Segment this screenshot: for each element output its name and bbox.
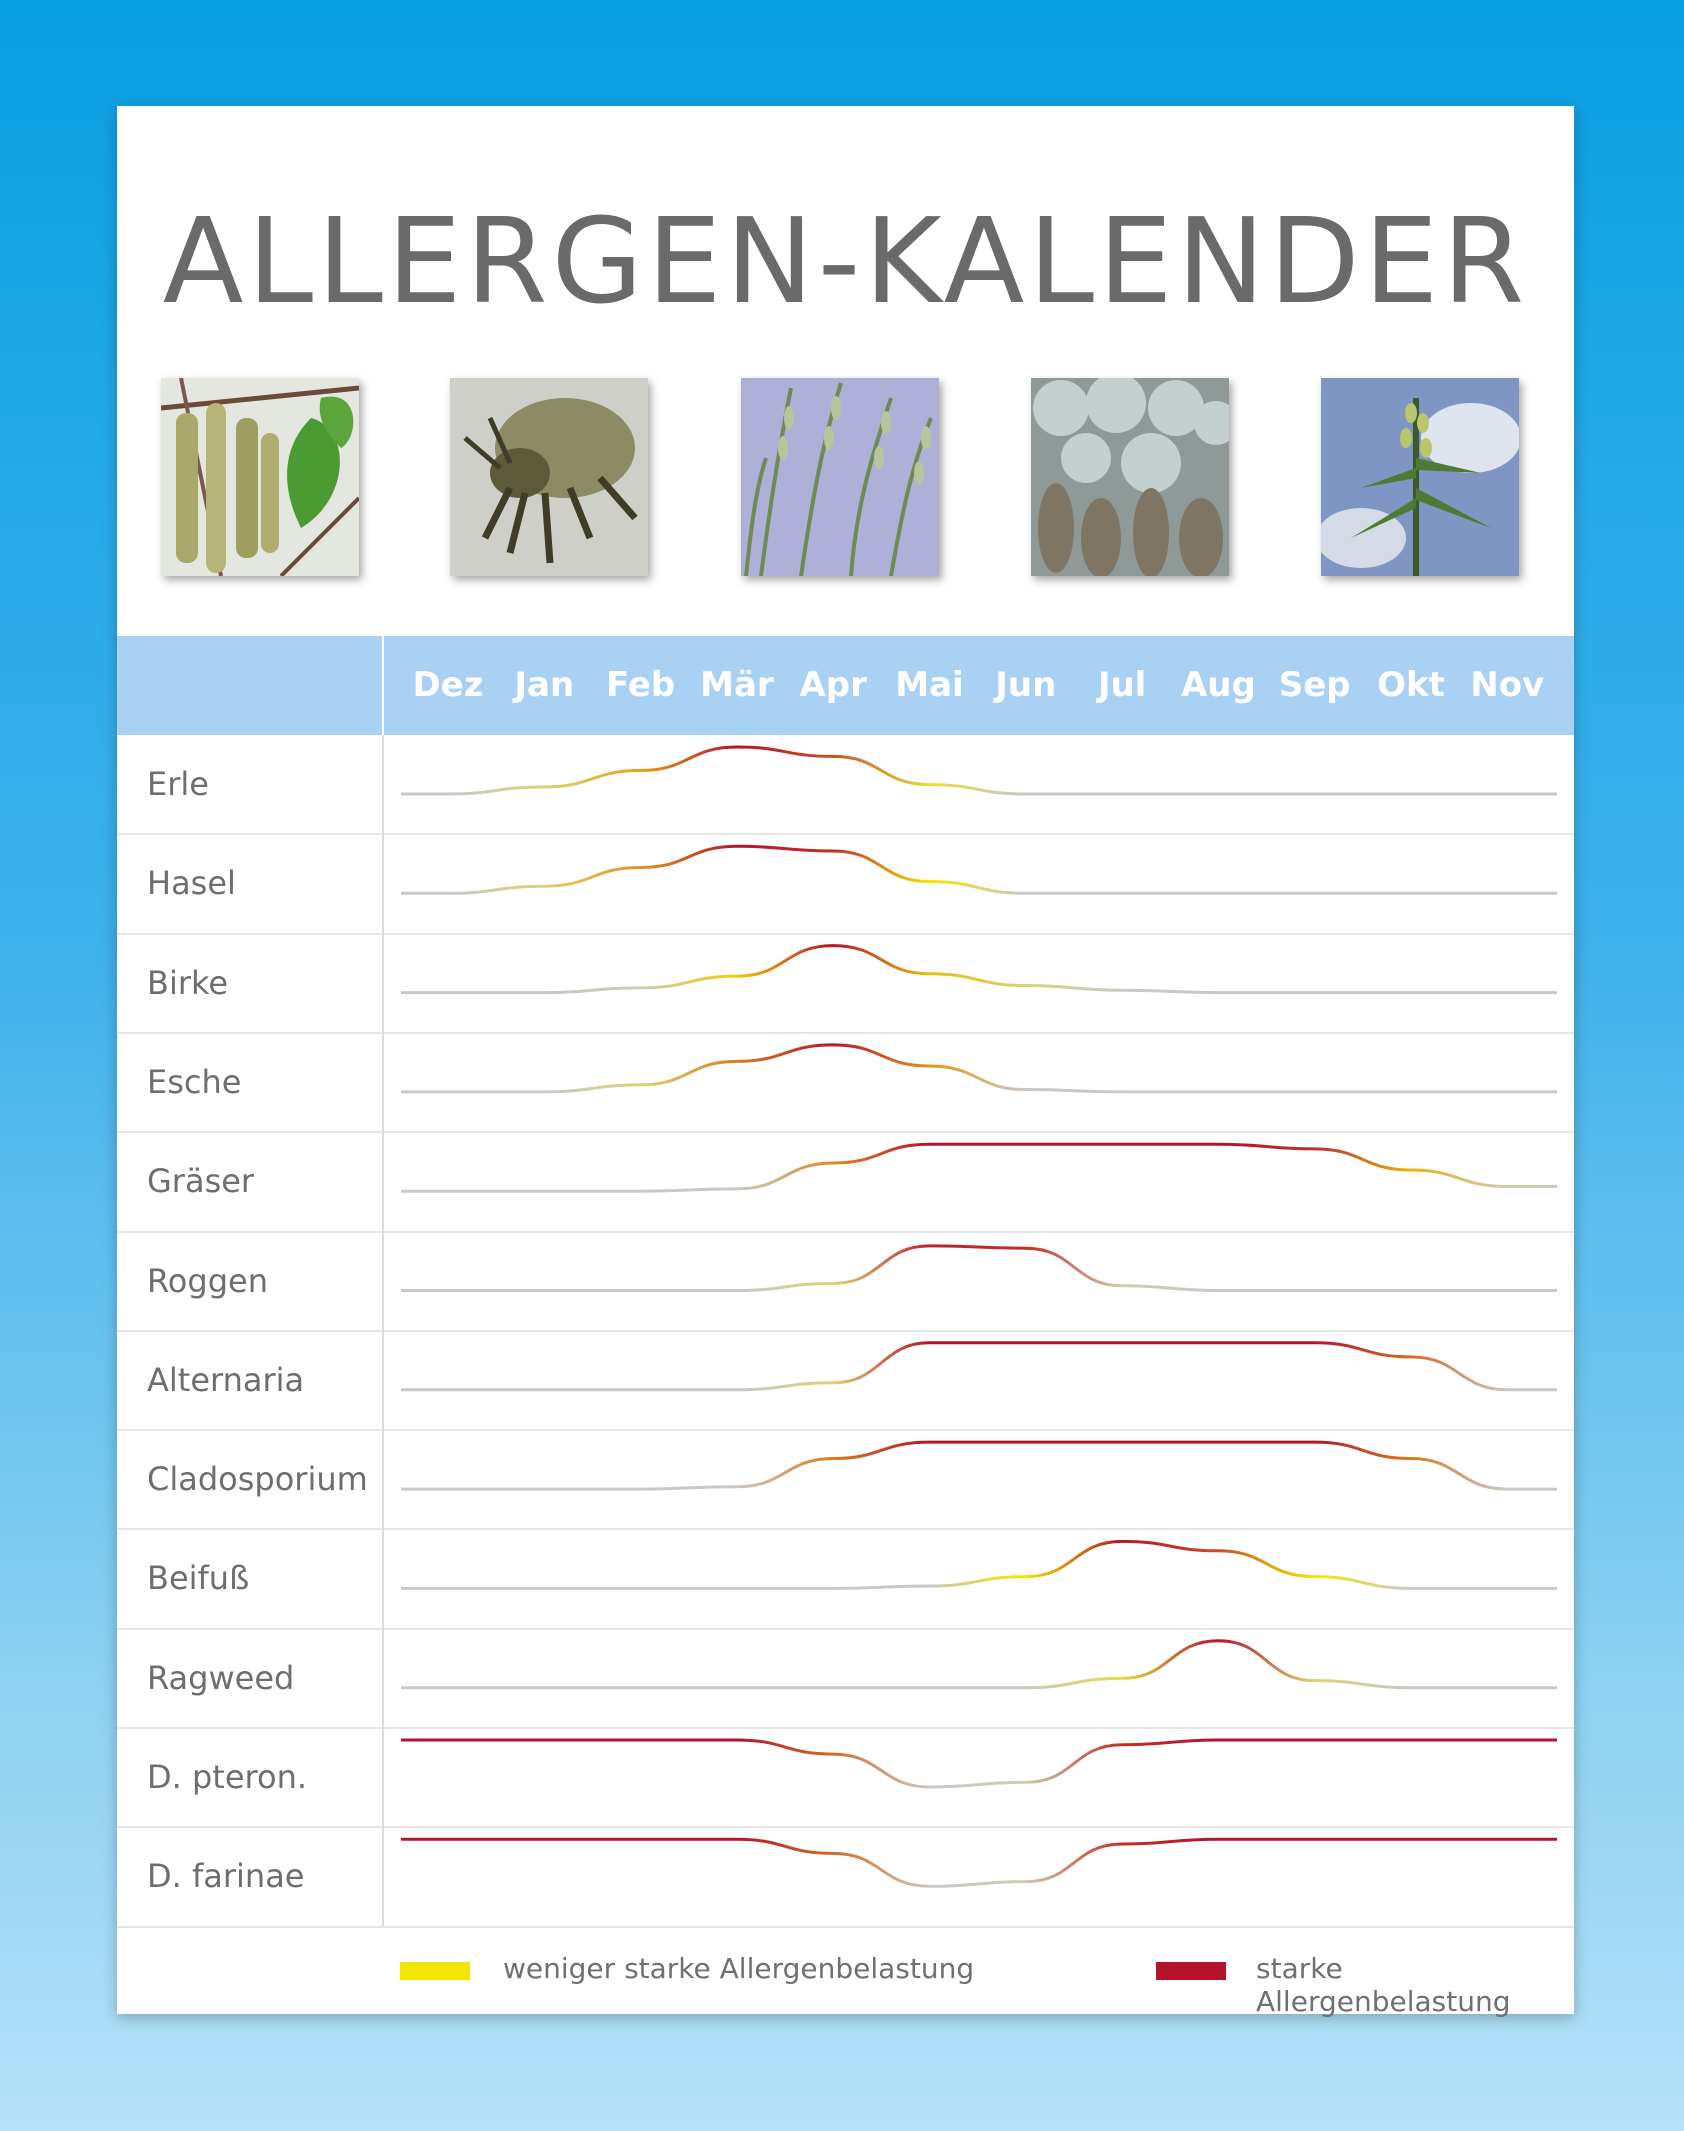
month-label: Nov bbox=[1470, 665, 1545, 705]
allergen-label: Hasel bbox=[147, 864, 236, 903]
month-label: Sep bbox=[1278, 665, 1351, 705]
month-label: Feb bbox=[605, 665, 676, 705]
month-label: Apr bbox=[799, 665, 867, 705]
month-label: Mai bbox=[895, 665, 964, 705]
series-line bbox=[401, 1442, 1557, 1489]
series-line bbox=[401, 1740, 1557, 1787]
legend-high-label: starke Allergenbelastung bbox=[1256, 1952, 1511, 2018]
allergen-label: Cladosporium bbox=[147, 1460, 368, 1499]
month-label: Dez bbox=[412, 665, 484, 705]
month-label: Aug bbox=[1180, 665, 1256, 705]
series-line bbox=[401, 747, 1557, 794]
month-label: Okt bbox=[1377, 665, 1445, 705]
series-line bbox=[401, 1839, 1557, 1886]
allergen-label: D. pteron. bbox=[147, 1758, 308, 1796]
allergen-label: Erle bbox=[147, 765, 209, 803]
month-label: Jun bbox=[995, 665, 1057, 705]
legend-high-swatch bbox=[1156, 1962, 1226, 1980]
allergen-label: Esche bbox=[147, 1062, 242, 1101]
series-line bbox=[401, 1641, 1557, 1688]
month-label: Jul bbox=[1097, 665, 1147, 705]
series-line bbox=[401, 1045, 1557, 1092]
curve-chart bbox=[117, 106, 1574, 2014]
page-title: ALLERGEN-KALENDER bbox=[162, 192, 1529, 330]
series-line bbox=[401, 1144, 1557, 1191]
allergen-label: Birke bbox=[147, 963, 229, 1002]
month-label: Jan bbox=[514, 665, 575, 705]
series-line bbox=[401, 1541, 1557, 1588]
series-line bbox=[401, 1246, 1557, 1291]
allergen-label: Roggen bbox=[147, 1261, 268, 1300]
legend-low-label: weniger starke Allergenbelastung bbox=[503, 1952, 975, 1985]
legend-low-swatch bbox=[400, 1962, 470, 1980]
series-line bbox=[401, 1343, 1557, 1390]
series-line bbox=[401, 946, 1557, 993]
allergen-label: Ragweed bbox=[147, 1658, 295, 1697]
month-label: Mär bbox=[700, 665, 774, 705]
allergen-label: D. farinae bbox=[147, 1857, 305, 1896]
series-line bbox=[401, 846, 1557, 893]
allergen-label: Alternaria bbox=[147, 1360, 305, 1399]
allergen-label: Gräser bbox=[147, 1162, 255, 1201]
allergen-label: Beifuß bbox=[147, 1559, 250, 1598]
allergen-calendar-card bbox=[117, 106, 1574, 2018]
